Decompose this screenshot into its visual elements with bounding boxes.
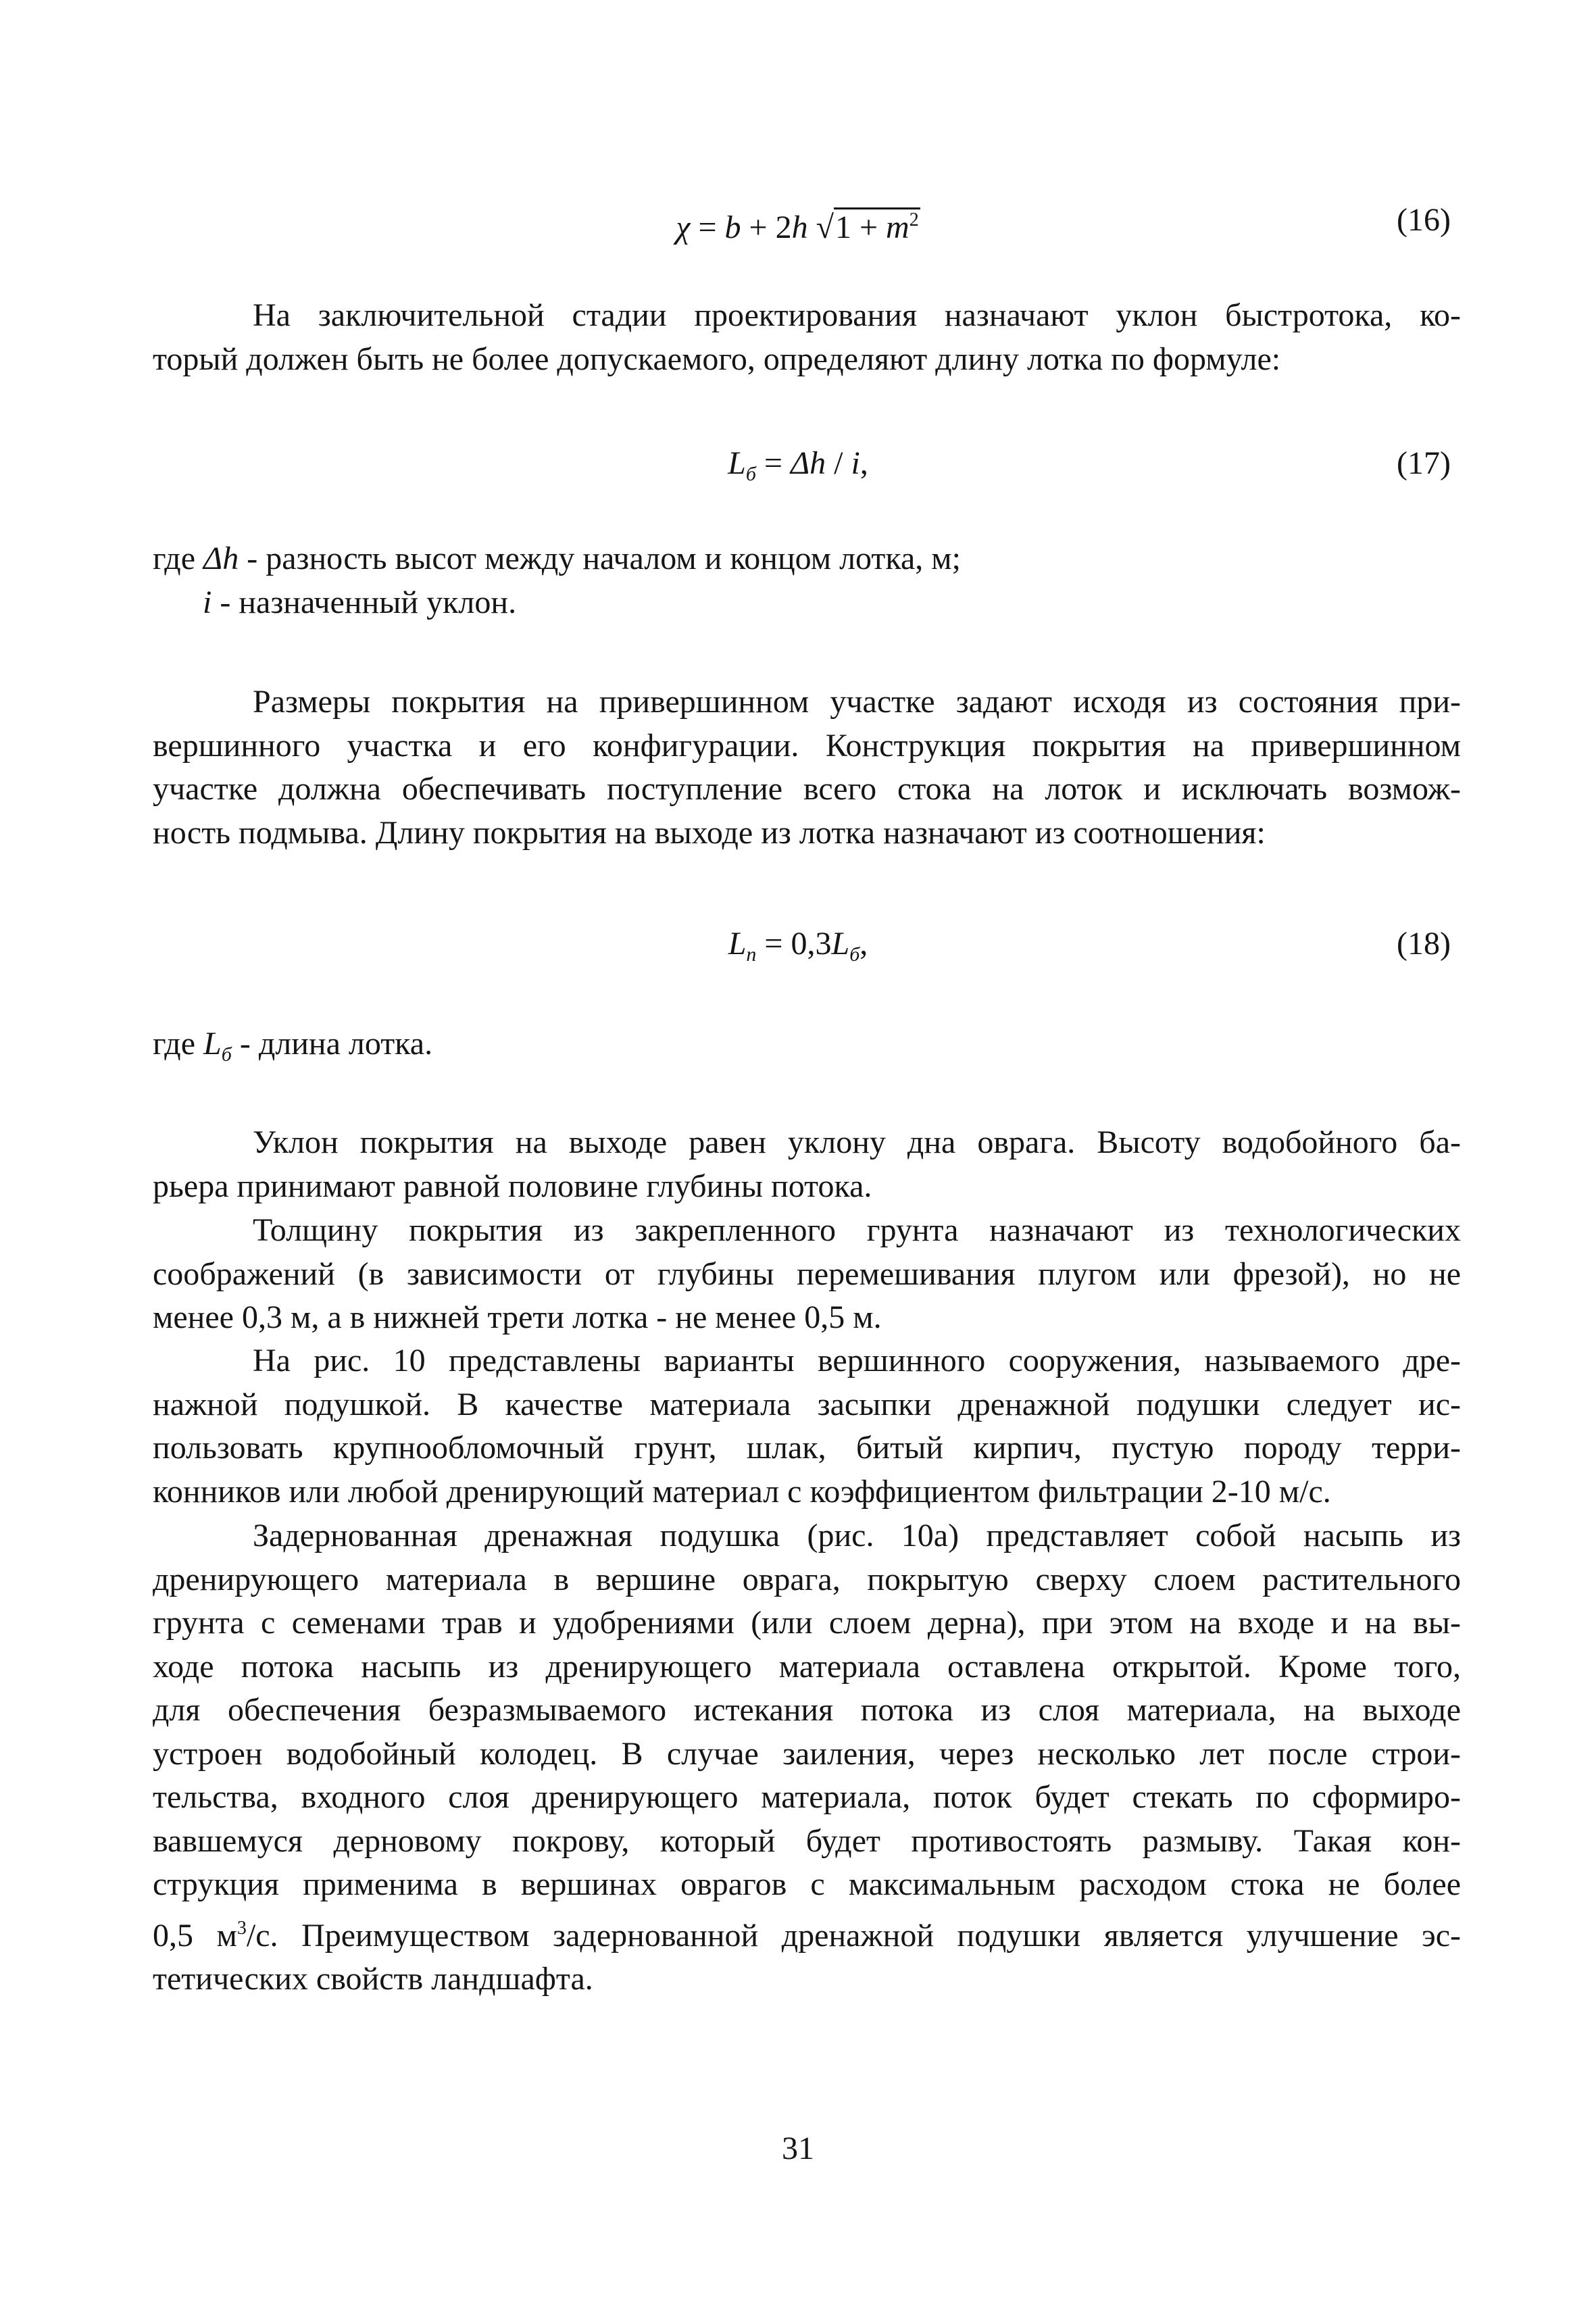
sqrt-radicand: $1 + m^2$	[834, 207, 920, 245]
text-line: тетических свойств ландшафта.	[153, 1961, 593, 1997]
text-line: Задернованная дренажная подушка (рис. 10а) представляет собой насыпь из	[253, 1518, 1461, 1553]
text-line: пользовать крупнообломочный грунт, шлак, битый кирпич, пустую породу терри-	[153, 1430, 1461, 1466]
text-line: На рис. 10 представлены варианты вершинного сооружения, называемого дре-	[253, 1343, 1461, 1378]
formula-17-expression: $L_б = \Delta h / i$,	[728, 445, 868, 485]
formula-17-legend-dh: где Δh - разность высот между началом и концом лотка, м;	[153, 541, 961, 576]
text-line: вершинного участка и его конфигурации. Конструкция покрытия на привершинном	[153, 727, 1461, 764]
paragraph-3	[153, 1121, 1461, 1208]
text-line: Толщину покрытия из закрепленного грунта назначают из технологических	[253, 1212, 1461, 1248]
formula-18-expression: $L_п = 0,3L_б$,	[728, 926, 868, 966]
paragraph-1	[153, 294, 1461, 381]
text-line: ходе потока насыпь из дренирующего материала оставлена открытой. Кроме того,	[153, 1648, 1461, 1685]
text-line: 0,5 $м^3/с$. Преимуществом задернованной дренажной подушки является улучшение эс-	[153, 1917, 1462, 1953]
text-line: нажной подушкой. В качестве материала засыпки дренажной подушки следует ис-	[153, 1386, 1461, 1422]
paragraph-2	[153, 680, 1461, 855]
text-line: ность подмыва. Длину покрытия на выходе из лотка назначают из соотношения:	[153, 814, 1266, 851]
text-line: менее 0,3 м, а в нижней трети лотка - не менее 0,5 м.	[153, 1299, 882, 1335]
text-line: тельства, входного слоя дренирующего материала, поток будет стекать по сформиро-	[153, 1779, 1461, 1815]
formula-18-number: (18)	[1397, 926, 1451, 962]
paragraph-6	[153, 1514, 1461, 2001]
text-line: дренирующего материала в вершине оврага, покрытую сверху слоем растительного	[153, 1561, 1461, 1597]
sqrt-sign: √	[816, 209, 834, 245]
page-number: 31	[782, 2131, 814, 2166]
text-line: соображений (в зависимости от глубины перемешивания плугом или фрезой), но не	[153, 1255, 1461, 1292]
text-line: грунта с семенами трав и удобрениями (или слоем дерна), при этом на входе и на вы-	[153, 1605, 1461, 1641]
formula-16-number: (16)	[1397, 202, 1451, 238]
text-line: торый должен быть не более допускаемого, определяют длину лотка по формуле:	[153, 341, 1281, 377]
text-line: участке должна обеспечивать поступление всего стока на лоток и исключать возмож-	[153, 771, 1461, 807]
formula-18	[0, 917, 1596, 971]
text-line: рьера принимают равной половине глубины потока.	[153, 1168, 872, 1204]
formula-16	[0, 193, 1596, 247]
text-line: На заключительной стадии проектирования назначают уклон быстротока, ко-	[253, 297, 1461, 333]
paragraph-4	[153, 1209, 1461, 1340]
text-line: конников или любой дренирующий материал с коэффициентом фильтрации 2-10 м/с.	[153, 1473, 1331, 1510]
text-line: Уклон покрытия на выходе равен уклону дна оврага. Высоту водобойного ба-	[253, 1124, 1461, 1160]
formula-18-legend: где $L_б$ - длина лотка.	[153, 1026, 433, 1066]
text-line: вавшемуся дерновому покрову, который будет противостоять размыву. Такая кон-	[153, 1822, 1461, 1859]
text-line: струкция применима в вершинах оврагов с максимальным расходом стока не более	[153, 1866, 1461, 1902]
text-line: для обеспечения безразмываемого истекания потока из слоя материала, на выходе	[153, 1692, 1461, 1728]
formula-17-legend-i: i - назначенный уклон.	[203, 584, 517, 620]
text-line: Размеры покрытия на привершинном участке задают исходя из состояния при-	[253, 684, 1461, 720]
paragraph-5	[153, 1339, 1461, 1514]
formula-17-number: (17)	[1397, 445, 1451, 481]
formula-17	[0, 437, 1596, 491]
text-line: устроен водобойный колодец. В случае заиления, через несколько лет после строи-	[153, 1735, 1461, 1772]
formula-16-expression: χ = b + 2h $√1 + m^2$	[0, 193, 1596, 255]
